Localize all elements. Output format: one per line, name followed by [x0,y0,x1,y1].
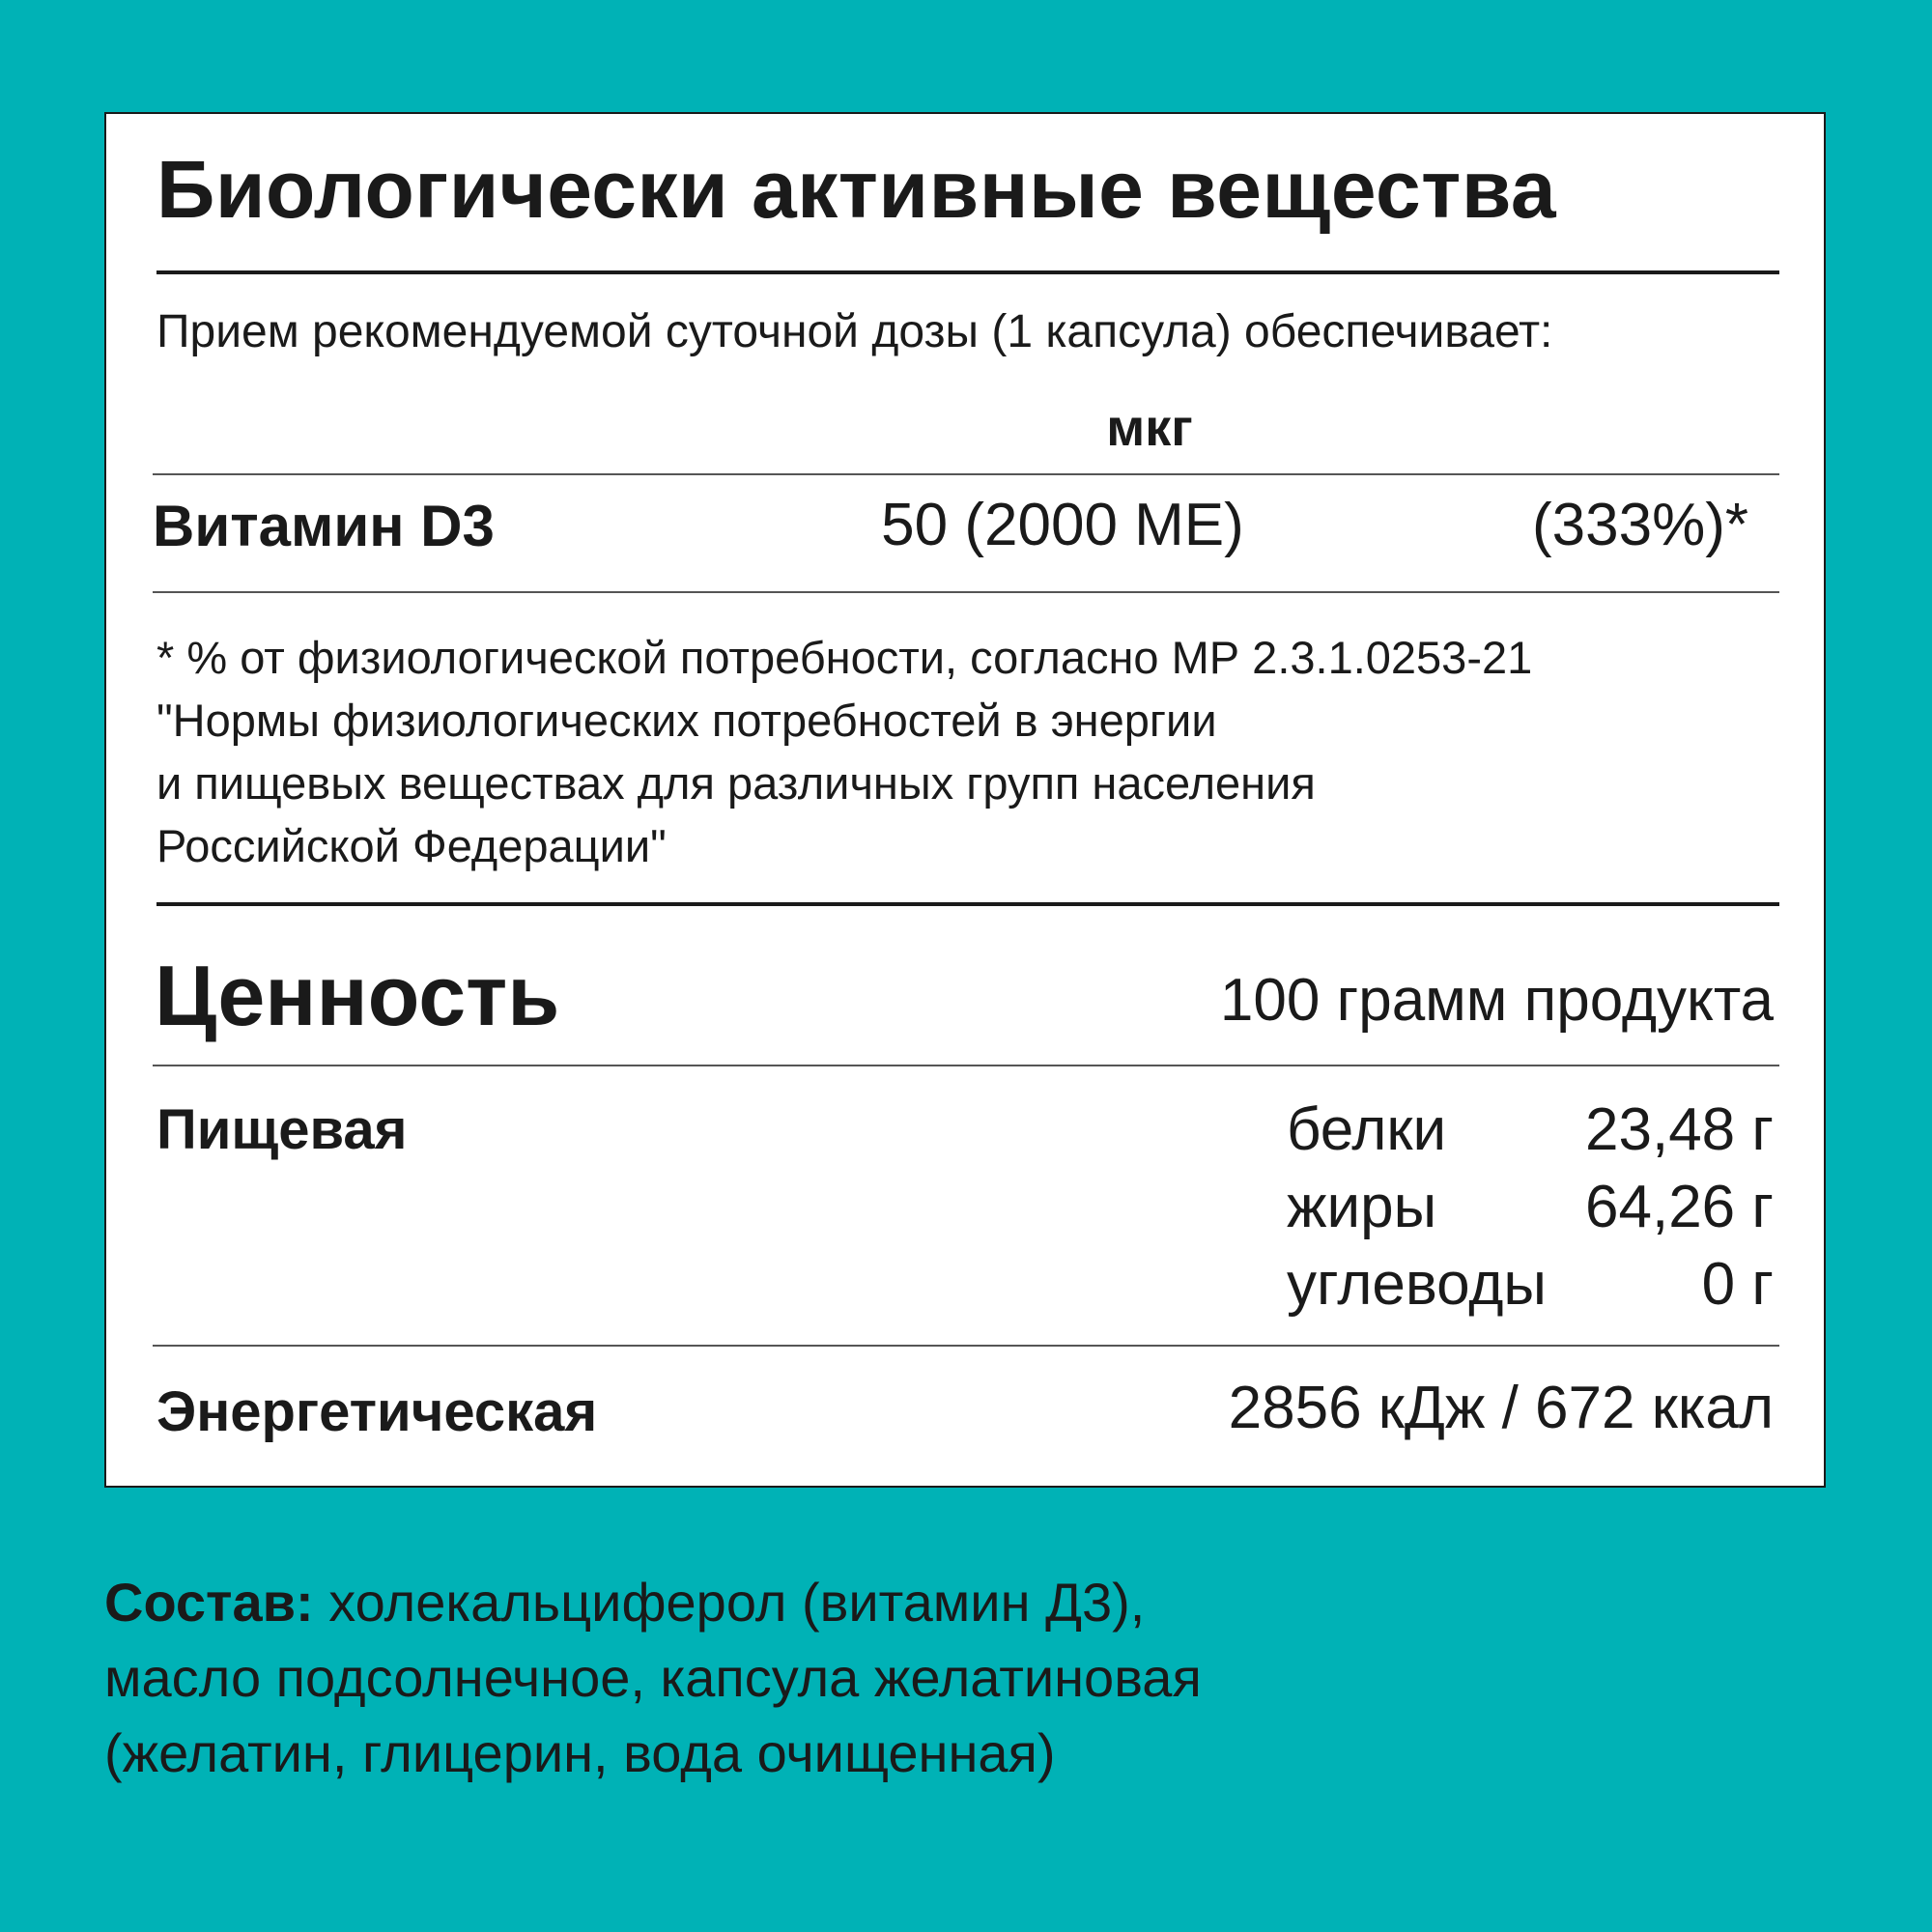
composition [104,1565,1202,1791]
energy-value: 2856 кДж / 672 ккал [1228,1375,1774,1441]
composition-line: масло подсолнечное, капсула желатиновая [104,1647,1202,1708]
footnote-line: и пищевых веществах для различных групп населения [156,757,1316,809]
nutrition-label: Пищевая [156,1098,408,1161]
table-row [1287,1246,1774,1323]
nutrient-name: углеводы [1286,1251,1547,1318]
title-divider [156,270,1779,274]
table-bottom-divider [153,591,1779,593]
footnote-line: "Нормы физиологических потребностей в энергии [156,695,1217,746]
dose-intro: Прием рекомендуемой суточной дозы (1 капсула) обеспечивает: [156,306,1553,357]
table-top-divider [153,473,1779,475]
value-title: Ценность [155,948,560,1043]
table-row [1287,1092,1774,1169]
vitamin-percent: (333%)* [1532,492,1748,558]
value-per-amount: 100 грамм продукта [1219,967,1774,1034]
nutrient-amount: 23,48 г [1585,1096,1774,1163]
composition-text: холекальциферол (витамин Д3), [313,1572,1146,1633]
energy-label: Энергетическая [156,1380,598,1443]
composition-line [104,1565,1202,1640]
section-divider [156,902,1779,906]
composition-label: Состав: [104,1572,314,1633]
nutrient-name: белки [1286,1096,1447,1163]
nutrient-amount: 64,26 г [1585,1174,1774,1240]
nutrient-name: жиры [1286,1174,1437,1240]
info-card [104,112,1826,1488]
nutrient-amount: 0 г [1701,1251,1774,1318]
composition-line: (желатин, глицерин, вода очищенная) [104,1722,1056,1783]
unit-header: мкг [1106,399,1193,457]
nutrients-table [1287,1092,1774,1323]
energy-divider [153,1345,1779,1347]
value-header-divider [153,1065,1779,1066]
footnote-line: Российской Федерации" [156,820,667,871]
vitamin-amount: 50 (2000 МЕ) [881,492,1244,558]
bav-title: Биологически активные вещества [156,144,1557,235]
vitamin-name: Витамин D3 [153,494,495,558]
footnote-line: * % от физиологической потребности, согласно МР 2.3.1.0253-21 [156,632,1533,683]
footnote [156,626,1532,877]
table-row [1287,1169,1774,1246]
